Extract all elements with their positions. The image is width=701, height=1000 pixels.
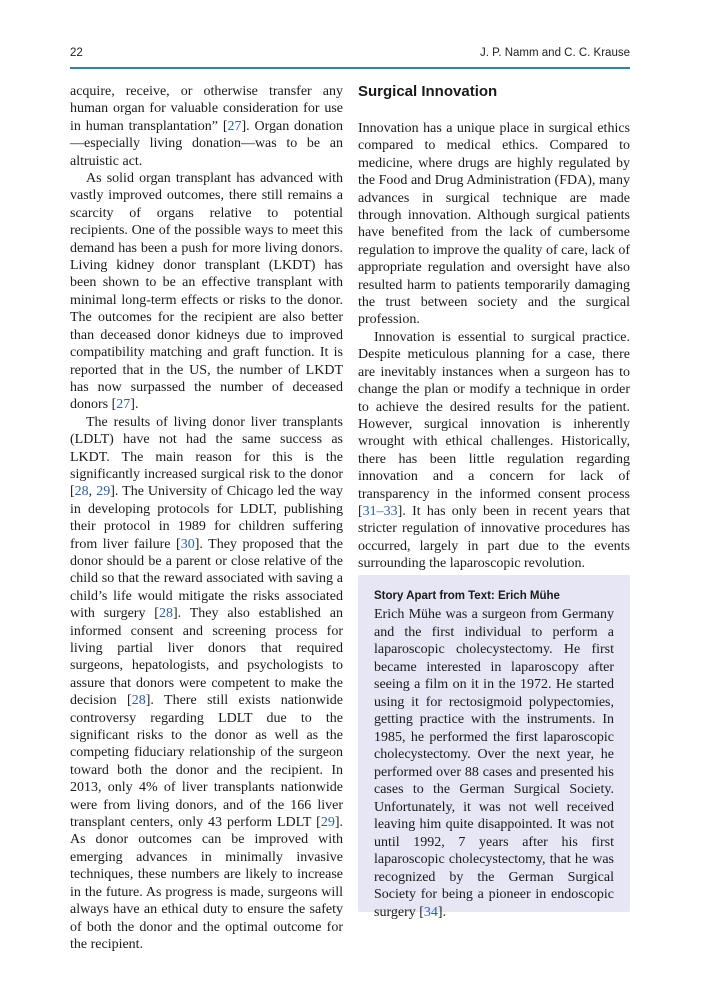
running-head-authors: J. P. Namm and C. C. Krause — [480, 47, 630, 59]
paragraph: acquire, receive, or otherwise transfer any human organ for valuable consideration for use in human transplantation” [27]. Organ donation—especially living donation—was to be an altruistic act. — [70, 84, 344, 169]
header-rule — [70, 67, 630, 69]
box-text: Erich Mühe was a surgeon from Germany and the first individual to perform a laparoscopic cholecystectomy. He first became interested in laparoscopy after seeing a film on it in the 1972. He started using it for rectosigmoid polypectomies, getting practice with the instruments. In 1985, he performed the first laparoscopic cholecystectomy. Over the next year, he performed over 88 cases and presented his cases to the German Surgical Society. Unfortunately, it was not well received leaving him quite disappointed. It was not until 1992, 7 years after his first laparoscopic cholecystectomy, that he was recognized by the German Surgical Society for being a pioneer in endoscopic surgery [34]. — [374, 607, 614, 920]
story-sidebar-box — [358, 575, 630, 920]
section-heading: Surgical Innovation — [358, 83, 498, 100]
citation-link[interactable]: 28 — [158, 606, 173, 622]
box-title: Story Apart from Text: Erich Mühe — [374, 590, 560, 602]
left-column — [70, 83, 343, 953]
paragraph: The results of living donor liver transplants (LDLT) have not had the same success as LKDT. The main reason for this is the significantly increased surgical risk to the donor [28, 29]. The University of Chicago led the way in developing protocols for LDLT, publishing their protocol in 1989 for children suffering from liver failure [30]. They proposed that the donor should be a parent or close relative of the child so that the reward associated with saving a child’s life would mitigate the risks associated with surgery [28]. They also established an informed consent and screening process for living partial liver donors that required surgeons, hepatologists, and psychologists to assure that donors were competent to make the decision [28]. There still exists nationwide controversy regarding LDLT due to the significant risks to the donor as well as the competing fiduciary relationship of the surgeon toward both the donor and the recipient. In 2013, only 4% of liver transplants nationwide were from living donors, and of the 166 liver transplant centers, only 43 perform LDLT [29]. As donor outcomes can be improved with emerging advances in minimally invasive techniques, these numbers are likely to increase in the future. As progress is made, surgeons will always have an ethical duty to ensure the safety of both the donor and the optimal outcome for the recipient. — [70, 414, 344, 952]
citation-link[interactable]: 30 — [180, 536, 195, 552]
paragraph: As solid organ transplant has advanced with vastly improved outcomes, there still remains a scarcity of organs relative to potential recipients. One of the possible ways to meet this demand has been a push for more living donors. Living kidney donor transplant (LKDT) has been shown to be an effective transplant with minimal long-term effects or risks to the donor. The outcomes for the recipient are also better than deceased donor kidneys due to improved compatibility matching and graft function. It is reported that in the US, the number of LKDT has now surpassed the number of deceased donors [27]. — [70, 171, 343, 413]
citation-link[interactable]: 27 — [116, 397, 131, 413]
citation-link[interactable]: 31–33 — [362, 503, 398, 519]
running-header — [70, 47, 630, 65]
citation-link[interactable]: 28 — [74, 484, 89, 500]
citation-link[interactable]: 29 — [320, 815, 335, 831]
citation-link[interactable]: 28 — [131, 693, 146, 709]
paragraph: Innovation has a unique place in surgical ethics compared to medical ethics. Compared to medicine, where drugs are highly regulated by the Food and Drug Administration (FDA), many advances in surgical technique are made through innovation. Although surgical patients have benefited from the lack of cumbersome regulation to improve the quality of care, lack of appropriate regulation and oversight have also resulted harm to patients temporarily damaging the trust between society and the surgical profession. — [358, 121, 630, 328]
page-number: 22 — [70, 47, 83, 59]
right-column — [358, 83, 630, 573]
citation-link[interactable]: 27 — [227, 118, 242, 134]
citation-link[interactable]: 29 — [96, 484, 111, 500]
citation-link[interactable]: 34 — [423, 904, 438, 920]
paragraph: Innovation is essential to surgical practice. Despite meticulous planning for a case, there are inevitably instances when a surgeon has to change the plan or modify a technique in order to achieve the desired results for the patient. However, surgical innovation is inherently wrought with ethical challenges. Historically, there has been little regulation regarding innovation and a concern for lack of transparency in the informed consent process [31–33]. It has only been in recent years that stricter regulation of innovative procedures has occurred, largely in part due to the events surrounding the laparoscopic revolution. — [358, 329, 630, 572]
